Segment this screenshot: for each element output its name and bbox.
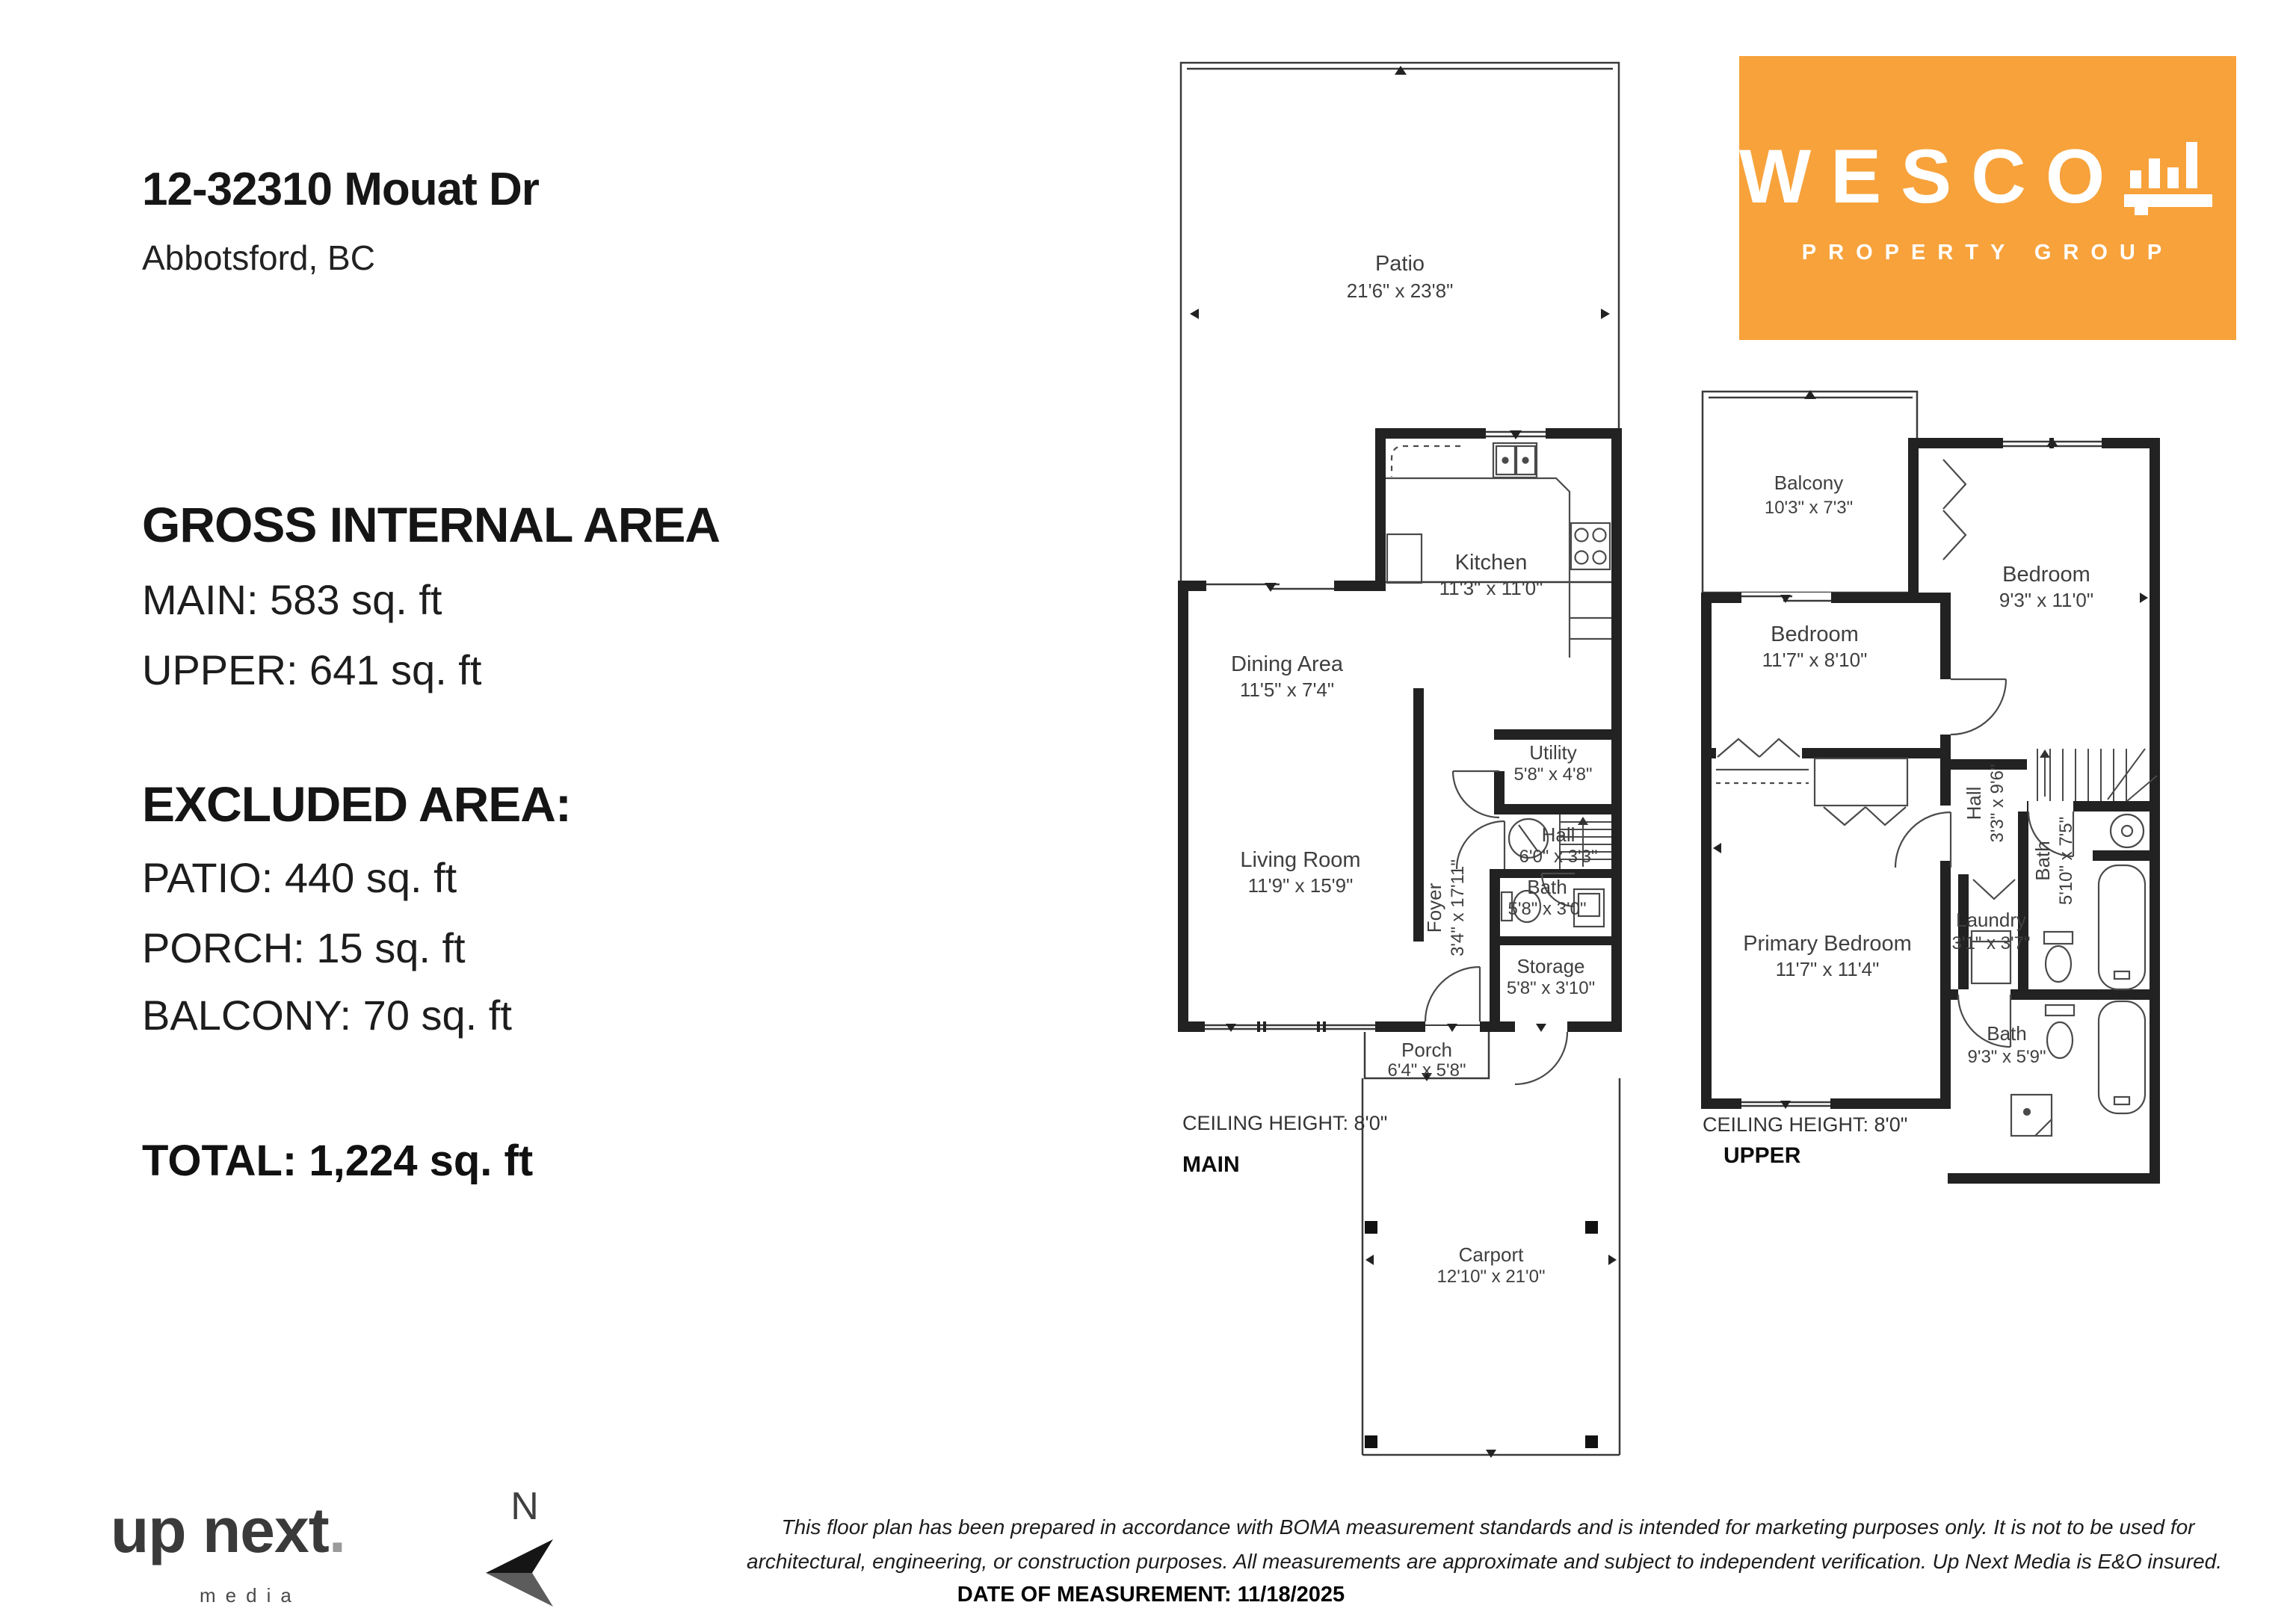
room-label-primary: Primary Bedroom (1743, 932, 1912, 956)
upnext-dot: . (328, 1495, 346, 1565)
north-arrow-top (486, 1539, 553, 1573)
main-floor-walls (1178, 428, 1622, 1032)
upper-ceiling-note: CEILING HEIGHT: 8'0" (1703, 1113, 1908, 1136)
room-dims-bedroom-left: 11'7" x 8'10" (1762, 649, 1868, 671)
room-dims-bath: 5'8" x 3'0" (1507, 899, 1587, 919)
room-dims-bedroom-right: 9'3" x 11'0" (1999, 589, 2094, 611)
upper-floor-labels (1703, 472, 2093, 1168)
north-arrow (471, 1476, 568, 1614)
room-label-dining: Dining Area (1231, 652, 1343, 676)
wesco-logo-tagline: PROPERTY GROUP (1801, 240, 2174, 265)
upper-stairs (2037, 749, 2157, 801)
room-label-bedroom-left: Bedroom (1771, 622, 1859, 646)
main-ceiling-note: CEILING HEIGHT: 8'0" (1182, 1112, 1388, 1134)
room-label-bath-top: Bath (2031, 841, 2054, 881)
room-label-foyer: Foyer (1423, 882, 1445, 933)
room-label-hall: Hall (1541, 823, 1576, 846)
upper-floor-tag: UPPER (1723, 1143, 1801, 1168)
gross-area-title: GROSS INTERNAL AREA (142, 497, 720, 552)
page-title: 12-32310 Mouat Dr (142, 164, 539, 215)
room-label-bedroom-right: Bedroom (2002, 563, 2090, 587)
upnext-word1: up (111, 1495, 186, 1565)
room-dims-bath-bottom: 9'3" x 5'9" (1967, 1047, 2046, 1067)
excluded-balcony-line: BALCONY: 70 sq. ft (142, 992, 512, 1039)
room-dims-living: 11'9" x 15'9" (1247, 874, 1354, 897)
room-dims-carport: 12'10" x 21'0" (1436, 1267, 1546, 1287)
room-dims-patio: 21'6" x 23'8" (1346, 279, 1454, 302)
room-dims-hall: 6'0" x 3'3" (1519, 847, 1598, 867)
main-patio-outline (1181, 63, 1619, 582)
room-dims-bath-top: 5'10" x 7'5" (2056, 816, 2076, 906)
gross-main-line: MAIN: 583 sq. ft (142, 576, 442, 623)
room-label-living: Living Room (1240, 848, 1361, 872)
room-dims-balcony: 10'3" x 7'3" (1764, 498, 1854, 518)
room-label-bath-bottom: Bath (1987, 1022, 2027, 1045)
disclaimer-line2: architectural, engineering, or construction purposes. All measurements are approximate and subject to independent verification. Up Next Media is E&O insured. (747, 1550, 2222, 1573)
excluded-patio-line: PATIO: 440 sq. ft (142, 854, 457, 901)
room-label-utility: Utility (1529, 741, 1577, 764)
upper-floor-walls (1701, 438, 2160, 1184)
room-dims-porch: 6'4" x 5'8" (1387, 1060, 1466, 1081)
room-label-carport: Carport (1458, 1243, 1524, 1266)
upnext-media-logo (111, 1494, 345, 1567)
room-dims-dining: 11'5" x 7'4" (1239, 678, 1335, 701)
total-area-line: TOTAL: 1,224 sq. ft (142, 1137, 534, 1185)
room-label-patio: Patio (1374, 252, 1425, 276)
page-subtitle: Abbotsford, BC (142, 238, 375, 277)
room-label-upper-hall: Hall (1963, 786, 1985, 820)
wesco-logo-wordmark: WESCO (1738, 133, 2125, 219)
upnext-word2: next (202, 1495, 329, 1565)
room-label-laundry: Laundry (1956, 909, 2026, 931)
room-label-porch: Porch (1401, 1039, 1452, 1061)
north-arrow-bottom (486, 1573, 553, 1607)
room-label-storage: Storage (1516, 955, 1585, 977)
excluded-area-title: EXCLUDED AREA: (142, 776, 571, 832)
date-of-measurement: DATE OF MEASUREMENT: 11/18/2025 (957, 1583, 1345, 1607)
disclaimer-line1: This floor plan has been prepared in accordance with BOMA measurement standards and is intended for marketing purposes only. It is not to be used for (781, 1515, 2195, 1539)
north-label: N (510, 1485, 539, 1528)
main-floor-labels (1182, 252, 1597, 1287)
excluded-porch-line: PORCH: 15 sq. ft (142, 924, 466, 971)
room-label-kitchen: Kitchen (1454, 551, 1528, 575)
room-dims-kitchen: 11'3" x 11'0" (1439, 577, 1543, 599)
room-label-bath: Bath (1527, 876, 1567, 898)
room-dims-upper-hall: 3'3" x 9'6" (1987, 764, 2008, 843)
room-dims-foyer: 3'4" x 17'11" (1448, 859, 1468, 956)
room-label-balcony: Balcony (1774, 472, 1844, 494)
room-dims-primary: 11'7" x 11'4" (1775, 958, 1880, 980)
room-dims-laundry: 3'1" x 3'7" (1951, 933, 2031, 953)
room-dims-storage: 5'8" x 3'10" (1506, 978, 1596, 998)
main-floor-tag: MAIN (1182, 1152, 1240, 1177)
gross-upper-line: UPPER: 641 sq. ft (142, 646, 482, 693)
room-dims-utility: 5'8" x 4'8" (1513, 764, 1593, 785)
upnext-media-sub: media (200, 1584, 301, 1607)
